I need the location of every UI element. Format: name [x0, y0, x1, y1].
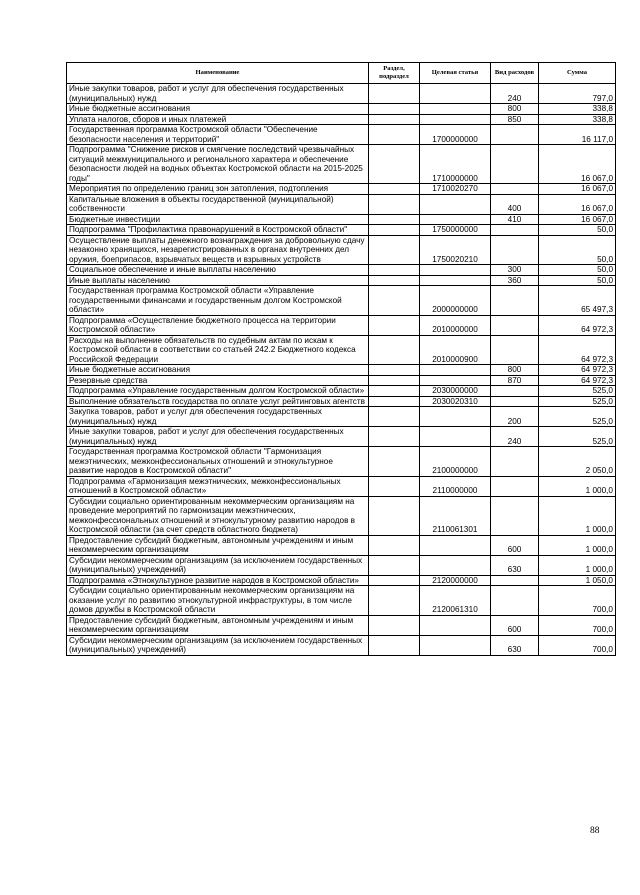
header-kind: Вид расходов	[491, 63, 539, 84]
table-row	[67, 396, 616, 407]
cell-section	[369, 407, 420, 427]
table-row	[67, 407, 616, 427]
cell-name: Резервные средства	[67, 375, 369, 386]
table-row	[67, 275, 616, 286]
cell-name: Иные закупки товаров, работ и услуг для обеспечения государственных (муниципальных) нужд	[67, 84, 369, 104]
cell-sum: 525,0	[539, 386, 616, 397]
cell-kind	[491, 184, 539, 195]
cell-target: 2110000000	[420, 476, 491, 496]
cell-sum: 50,0	[539, 225, 616, 236]
cell-sum: 50,0	[539, 235, 616, 265]
cell-target	[420, 635, 491, 655]
table-row	[67, 184, 616, 195]
cell-kind: 360	[491, 275, 539, 286]
table-row	[67, 335, 616, 365]
cell-kind	[491, 447, 539, 477]
cell-name: Субсидии социально ориентированным некоммерческим организациям на проведение мероприятий по гармонизации межэтнических, межконфессиональных отношений и этнокультурному развитию народов в Костромской области (за счет средств областного бюджета)	[67, 496, 369, 535]
cell-target	[420, 375, 491, 386]
cell-kind: 240	[491, 427, 539, 447]
table-row	[67, 315, 616, 335]
cell-kind	[491, 496, 539, 535]
cell-name: Подпрограмма «Этнокультурное развитие народов в Костромской области»	[67, 575, 369, 586]
cell-target: 2010000900	[420, 335, 491, 365]
cell-section	[369, 235, 420, 265]
table-row	[67, 114, 616, 125]
cell-kind	[491, 145, 539, 184]
cell-name: Государственная программа Костромской области "Гармонизация межэтнических, межконфессиональных отношений и этнокультурное развитие народов в Костромской области"	[67, 447, 369, 477]
cell-sum: 797,0	[539, 84, 616, 104]
table-row	[67, 225, 616, 236]
cell-section	[369, 114, 420, 125]
cell-section	[369, 225, 420, 236]
cell-kind: 600	[491, 615, 539, 635]
cell-section	[369, 365, 420, 376]
cell-sum: 1 000,0	[539, 555, 616, 575]
cell-target: 1750020210	[420, 235, 491, 265]
cell-target	[420, 84, 491, 104]
cell-section	[369, 194, 420, 214]
cell-name: Иные закупки товаров, работ и услуг для обеспечения государственных (муниципальных) нужд	[67, 427, 369, 447]
cell-section	[369, 375, 420, 386]
cell-sum: 700,0	[539, 615, 616, 635]
cell-sum: 64 972,3	[539, 365, 616, 376]
cell-sum: 525,0	[539, 407, 616, 427]
cell-target	[420, 365, 491, 376]
table-row	[67, 125, 616, 145]
cell-section	[369, 635, 420, 655]
cell-sum: 16 067,0	[539, 145, 616, 184]
cell-target: 2010000000	[420, 315, 491, 335]
cell-sum: 64 972,3	[539, 375, 616, 386]
table-row	[67, 427, 616, 447]
cell-section	[369, 447, 420, 477]
cell-name: Капитальные вложения в объекты государственной (муниципальной) собственности	[67, 194, 369, 214]
cell-name: Иные выплаты населению	[67, 275, 369, 286]
table-row	[67, 104, 616, 115]
cell-kind: 400	[491, 194, 539, 214]
cell-name: Государственная программа Костромской области "Обеспечение безопасности населения и территорий"	[67, 125, 369, 145]
cell-section	[369, 427, 420, 447]
cell-kind: 300	[491, 265, 539, 276]
table-row	[67, 447, 616, 477]
cell-name: Предоставление субсидий бюджетным, автономным учреждениям и иным некоммерческим организациям	[67, 535, 369, 555]
cell-target: 2110061301	[420, 496, 491, 535]
cell-name: Мероприятия по определению границ зон затопления, подтопления	[67, 184, 369, 195]
table-row	[67, 635, 616, 655]
cell-target	[420, 214, 491, 225]
cell-name: Осуществление выплаты денежного вознаграждения за добровольную сдачу незаконно хранящихся, незарегистрированных в органах внутренних дел оружия, боеприпасов, взрывчатых веществ и взрывных устройств	[67, 235, 369, 265]
cell-sum: 338,8	[539, 104, 616, 115]
cell-target	[420, 407, 491, 427]
cell-kind: 630	[491, 555, 539, 575]
cell-section	[369, 396, 420, 407]
cell-sum: 338,8	[539, 114, 616, 125]
cell-section	[369, 315, 420, 335]
cell-target	[420, 194, 491, 214]
cell-sum: 1 000,0	[539, 476, 616, 496]
cell-sum: 700,0	[539, 586, 616, 616]
cell-target: 1710020270	[420, 184, 491, 195]
cell-sum: 16 067,0	[539, 184, 616, 195]
table-body	[67, 84, 616, 656]
table-row	[67, 615, 616, 635]
cell-section	[369, 615, 420, 635]
cell-kind	[491, 386, 539, 397]
cell-section	[369, 214, 420, 225]
table-row	[67, 265, 616, 276]
cell-name: Уплата налогов, сборов и иных платежей	[67, 114, 369, 125]
cell-kind: 410	[491, 214, 539, 225]
cell-name: Подпрограмма «Гармонизация межэтнических, межконфессиональных отношений в Костромской области»	[67, 476, 369, 496]
cell-kind	[491, 335, 539, 365]
budget-table	[66, 62, 616, 656]
header-section: Раздел, подраздел	[369, 63, 420, 84]
cell-kind	[491, 225, 539, 236]
cell-section	[369, 555, 420, 575]
cell-name: Подпрограмма "Профилактика правонарушений в Костромской области"	[67, 225, 369, 236]
cell-target: 2120000000	[420, 575, 491, 586]
cell-sum: 1 000,0	[539, 496, 616, 535]
cell-name: Субсидии некоммерческим организациям (за исключением государственных (муниципальных) учреждений)	[67, 555, 369, 575]
cell-sum: 525,0	[539, 396, 616, 407]
cell-target	[420, 275, 491, 286]
cell-section	[369, 476, 420, 496]
table-row	[67, 476, 616, 496]
cell-kind	[491, 315, 539, 335]
table-row	[67, 386, 616, 397]
cell-target: 2030000000	[420, 386, 491, 397]
cell-sum: 64 972,3	[539, 335, 616, 365]
cell-target: 2120061310	[420, 586, 491, 616]
cell-sum: 64 972,3	[539, 315, 616, 335]
cell-section	[369, 335, 420, 365]
cell-target: 1700000000	[420, 125, 491, 145]
cell-target	[420, 104, 491, 115]
cell-kind	[491, 575, 539, 586]
table-row	[67, 194, 616, 214]
header-sum: Сумма	[539, 63, 616, 84]
cell-name: Предоставление субсидий бюджетным, автономным учреждениям и иным некоммерческим организациям	[67, 615, 369, 635]
cell-kind	[491, 476, 539, 496]
cell-name: Государственная программа Костромской области «Управление государственными финансами и государственным долгом Костромской области»	[67, 286, 369, 316]
cell-kind: 850	[491, 114, 539, 125]
cell-kind	[491, 396, 539, 407]
cell-name: Выполнение обязательств государства по оплате услуг рейтинговых агентств	[67, 396, 369, 407]
cell-section	[369, 275, 420, 286]
cell-kind: 630	[491, 635, 539, 655]
cell-section	[369, 145, 420, 184]
cell-name: Подпрограмма "Снижение рисков и смягчение последствий чрезвычайных ситуаций межмуниципального и регионального характера и обеспечение безопасности людей на водных объектах Костромской области на 2015-2025 годы"	[67, 145, 369, 184]
cell-name: Иные бюджетные ассигнования	[67, 365, 369, 376]
table-row	[67, 575, 616, 586]
table-header-row	[67, 63, 616, 84]
cell-target	[420, 555, 491, 575]
table-row	[67, 496, 616, 535]
cell-target	[420, 615, 491, 635]
table-row	[67, 535, 616, 555]
cell-sum: 525,0	[539, 427, 616, 447]
cell-kind	[491, 125, 539, 145]
cell-sum: 16 117,0	[539, 125, 616, 145]
cell-kind: 200	[491, 407, 539, 427]
table-row	[67, 286, 616, 316]
cell-kind: 240	[491, 84, 539, 104]
cell-section	[369, 496, 420, 535]
cell-section	[369, 265, 420, 276]
table-row	[67, 235, 616, 265]
cell-kind: 800	[491, 104, 539, 115]
table-row	[67, 586, 616, 616]
cell-kind: 800	[491, 365, 539, 376]
header-target: Целевая статья	[420, 63, 491, 84]
table-row	[67, 145, 616, 184]
cell-target: 2030020310	[420, 396, 491, 407]
cell-name: Субсидии некоммерческим организациям (за исключением государственных (муниципальных) учреждений)	[67, 635, 369, 655]
cell-kind	[491, 235, 539, 265]
cell-sum: 16 067,0	[539, 194, 616, 214]
table-row	[67, 555, 616, 575]
cell-target	[420, 535, 491, 555]
cell-sum: 50,0	[539, 275, 616, 286]
table-row	[67, 214, 616, 225]
table-row	[67, 365, 616, 376]
cell-target	[420, 265, 491, 276]
cell-kind: 600	[491, 535, 539, 555]
cell-sum: 16 067,0	[539, 214, 616, 225]
cell-section	[369, 104, 420, 115]
cell-name: Расходы на выполнение обязательств по судебным актам по искам к Костромской области в соответствии со статьей 242.2 Бюджетного кодекса Российской Федерации	[67, 335, 369, 365]
cell-target: 2000000000	[420, 286, 491, 316]
cell-sum: 2 050,0	[539, 447, 616, 477]
table-row	[67, 375, 616, 386]
cell-section	[369, 535, 420, 555]
cell-section	[369, 386, 420, 397]
cell-target	[420, 114, 491, 125]
cell-section	[369, 84, 420, 104]
cell-sum: 65 497,3	[539, 286, 616, 316]
cell-name: Подпрограмма «Управление государственным долгом Костромской области»	[67, 386, 369, 397]
cell-name: Субсидии социально ориентированным некоммерческим организациям на оказание услуг по развитию этнокультурной инфраструктуры, в том числе домов дружбы в Костромской области	[67, 586, 369, 616]
cell-kind	[491, 586, 539, 616]
cell-sum: 1 050,0	[539, 575, 616, 586]
cell-target: 1710000000	[420, 145, 491, 184]
cell-sum: 1 000,0	[539, 535, 616, 555]
page-number: 88	[590, 826, 600, 836]
table-row	[67, 84, 616, 104]
cell-section	[369, 586, 420, 616]
cell-section	[369, 286, 420, 316]
header-name: Наименование	[67, 63, 369, 84]
cell-name: Иные бюджетные ассигнования	[67, 104, 369, 115]
cell-name: Социальное обеспечение и иные выплаты населению	[67, 265, 369, 276]
cell-target	[420, 427, 491, 447]
cell-target: 1750000000	[420, 225, 491, 236]
cell-section	[369, 184, 420, 195]
cell-name: Подпрограмма «Осуществление бюджетного процесса на территории Костромской области»	[67, 315, 369, 335]
cell-section	[369, 125, 420, 145]
cell-name: Закупка товаров, работ и услуг для обеспечения государственных (муниципальных) нужд	[67, 407, 369, 427]
cell-sum: 700,0	[539, 635, 616, 655]
cell-section	[369, 575, 420, 586]
cell-sum: 50,0	[539, 265, 616, 276]
cell-kind	[491, 286, 539, 316]
cell-name: Бюджетные инвестиции	[67, 214, 369, 225]
cell-target: 2100000000	[420, 447, 491, 477]
cell-kind: 870	[491, 375, 539, 386]
